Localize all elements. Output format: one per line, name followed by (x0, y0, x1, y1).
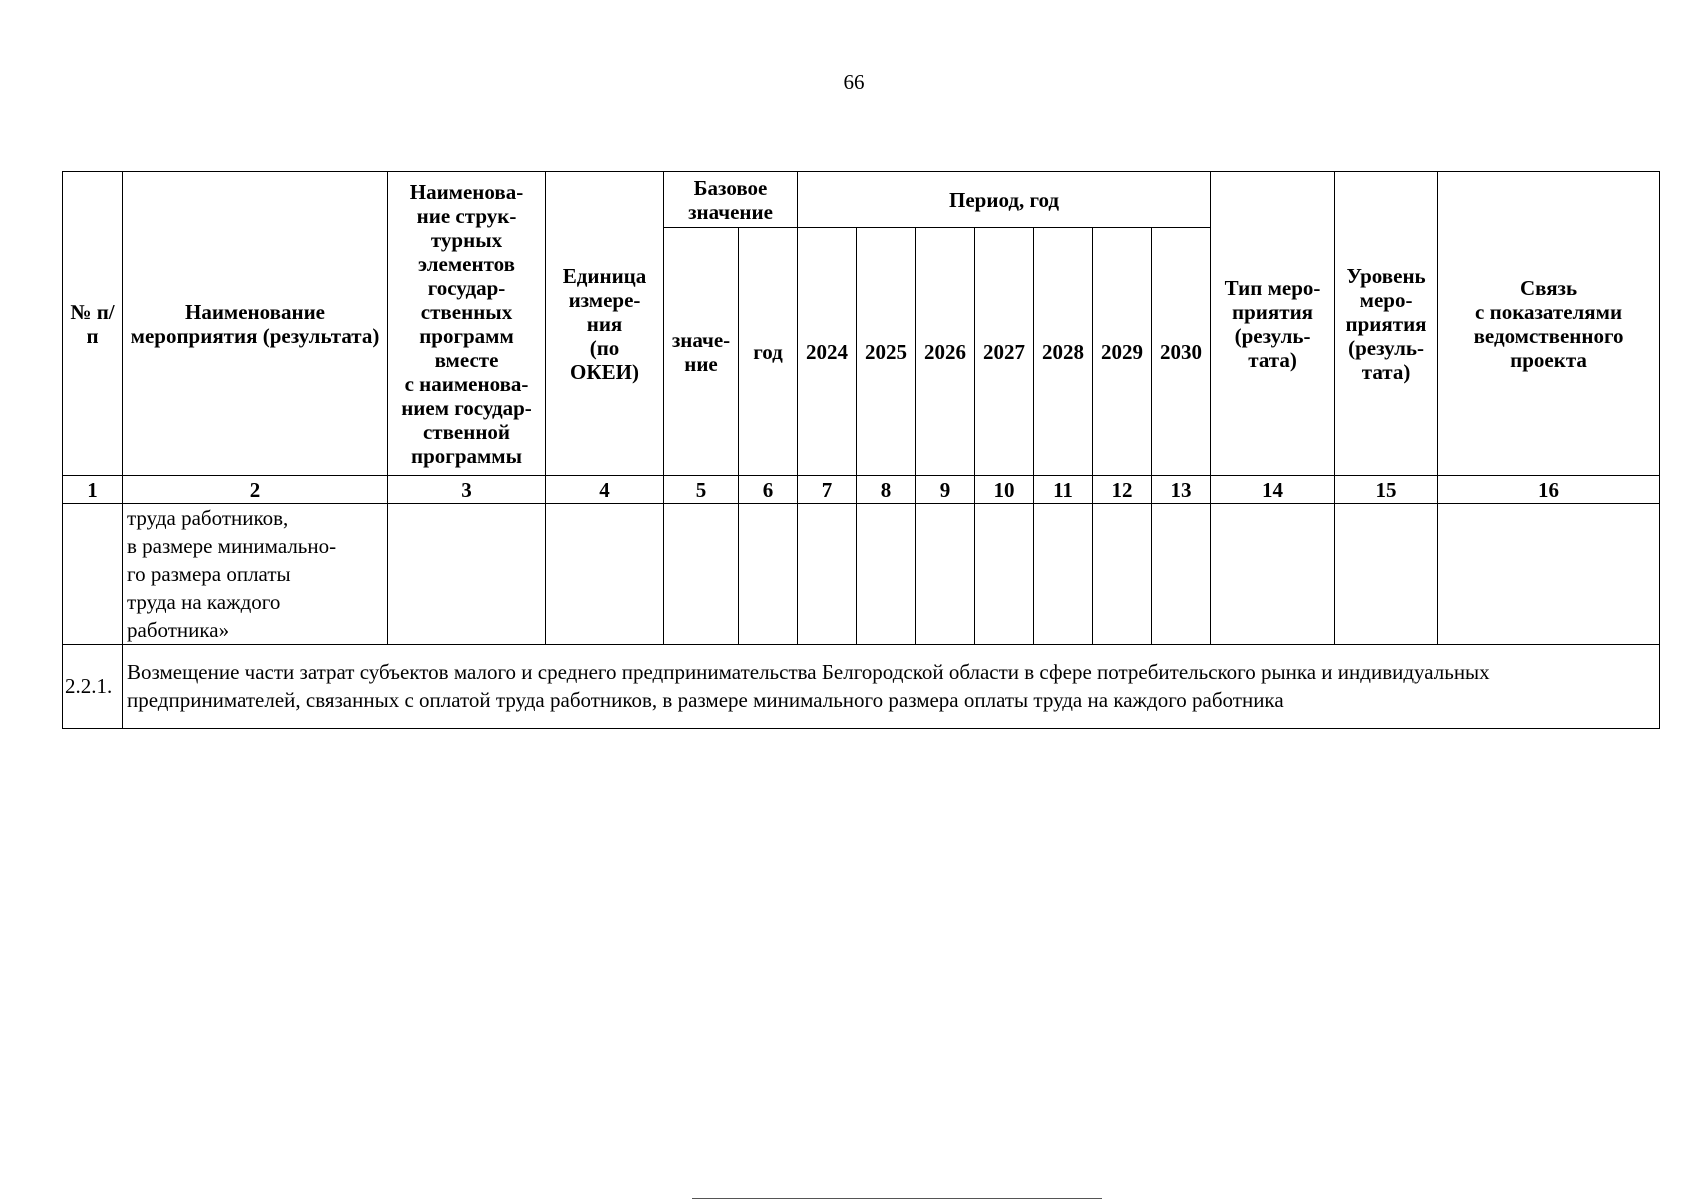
continued-measure-name (123, 504, 388, 645)
table-cell-empty (798, 504, 857, 645)
bottom-divider (692, 1198, 1102, 1199)
column-number: 16 (1438, 476, 1660, 504)
header-year: 2024 (798, 228, 857, 476)
header-year: 2027 (975, 228, 1034, 476)
continued-line: труда на каждого (127, 590, 281, 614)
header-struct-line: программ (419, 323, 514, 348)
header-unit-line: Единица (562, 263, 647, 288)
continued-line: го размера оплаты (127, 562, 291, 586)
table-cell-empty (1438, 504, 1660, 645)
header-base-value-line: ние (684, 351, 718, 376)
header-period: Период, год (798, 172, 1211, 228)
section-code: 2.2.1. (63, 645, 123, 729)
header-struct-line: ственных (420, 299, 513, 324)
header-link-line: проекта (1510, 347, 1587, 372)
table-cell-empty (857, 504, 916, 645)
header-year: 2026 (916, 228, 975, 476)
table-cell-empty (1152, 504, 1211, 645)
section-description: Возмещение части затрат субъектов малого и среднего предпринимательства Белгородской области в сфере потребительского рынка и индивидуальных предпринимателей, связанных с оплатой труда работников, в размере минимального размера оплаты труда на каждого работника (123, 645, 1660, 729)
header-struct-line: вместе (434, 347, 499, 372)
header-struct-line: ние струк- (416, 203, 517, 228)
header-struct-line: нием государ- (401, 395, 532, 420)
header-struct-line: Наименова- (409, 179, 524, 204)
header-type-line: приятия (1232, 299, 1314, 324)
header-type-line: (резуль- (1234, 323, 1311, 348)
table-row (63, 645, 1660, 729)
column-number-row (63, 476, 1660, 504)
header-struct-line: турных (430, 227, 503, 252)
page-number: 66 (843, 70, 865, 94)
header-link-line: Связь (1519, 275, 1578, 300)
continued-line: в размере минимально- (127, 534, 337, 558)
header-level-line: меро- (1359, 287, 1413, 312)
table-cell-empty (63, 504, 123, 645)
header-struct-line: элементов (418, 251, 515, 276)
header-type-line: тата) (1248, 347, 1297, 372)
column-number: 8 (857, 476, 916, 504)
table-cell-empty (388, 504, 546, 645)
table-cell-empty (739, 504, 798, 645)
table-cell-empty (1335, 504, 1438, 645)
header-level-line: Уровень (1346, 263, 1426, 288)
column-number: 12 (1093, 476, 1152, 504)
header-unit (546, 172, 664, 476)
header-name: Наименование мероприятия (результата) (123, 172, 388, 476)
header-struct-line: программы (411, 443, 522, 468)
table-cell-empty (1034, 504, 1093, 645)
header-level-line: приятия (1345, 311, 1427, 336)
header-unit-line: (по (589, 335, 620, 360)
column-number: 3 (388, 476, 546, 504)
header-level (1335, 172, 1438, 476)
column-number: 7 (798, 476, 857, 504)
header-num: № п/п (63, 172, 123, 476)
header-link-line: с показателями (1475, 299, 1623, 324)
header-base-year: год (739, 228, 798, 476)
column-number: 6 (739, 476, 798, 504)
column-number: 2 (123, 476, 388, 504)
column-number: 4 (546, 476, 664, 504)
header-unit-line: измере- (568, 287, 641, 312)
header-link (1438, 172, 1660, 476)
header-base-value-value (664, 228, 739, 476)
header-level-line: тата) (1361, 359, 1411, 384)
table-cell-empty (1093, 504, 1152, 645)
header-unit-line: ОКЕИ) (570, 359, 639, 384)
table-cell-empty (975, 504, 1034, 645)
table-cell-empty (916, 504, 975, 645)
header-base-value-line: значе- (671, 327, 731, 352)
header-year: 2025 (857, 228, 916, 476)
column-number: 1 (63, 476, 123, 504)
header-base-value: Базовое значение (664, 172, 798, 228)
column-number: 13 (1152, 476, 1211, 504)
table-cell-empty (1211, 504, 1335, 645)
header-year: 2030 (1152, 228, 1211, 476)
column-number: 11 (1034, 476, 1093, 504)
header-level-line: (резуль- (1348, 335, 1424, 360)
header-type-line: Тип меро- (1224, 275, 1321, 300)
continued-line: труда работников, (127, 506, 289, 530)
header-year: 2028 (1034, 228, 1093, 476)
column-number: 15 (1335, 476, 1438, 504)
column-number: 9 (916, 476, 975, 504)
table-cell-empty (546, 504, 664, 645)
header-structural-elements (388, 172, 546, 476)
header-link-line: ведомственного (1473, 323, 1624, 348)
table-row (63, 504, 1660, 645)
header-unit-line: ния (586, 311, 623, 336)
header-struct-line: ственной (422, 419, 511, 444)
continued-line: работника» (127, 618, 230, 642)
header-struct-line: государ- (427, 275, 506, 300)
header-struct-line: с наименова- (404, 371, 529, 396)
column-number: 10 (975, 476, 1034, 504)
column-number: 14 (1211, 476, 1335, 504)
header-type (1211, 172, 1335, 476)
header-year: 2029 (1093, 228, 1152, 476)
table-cell-empty (664, 504, 739, 645)
measures-table (62, 171, 1660, 729)
column-number: 5 (664, 476, 739, 504)
